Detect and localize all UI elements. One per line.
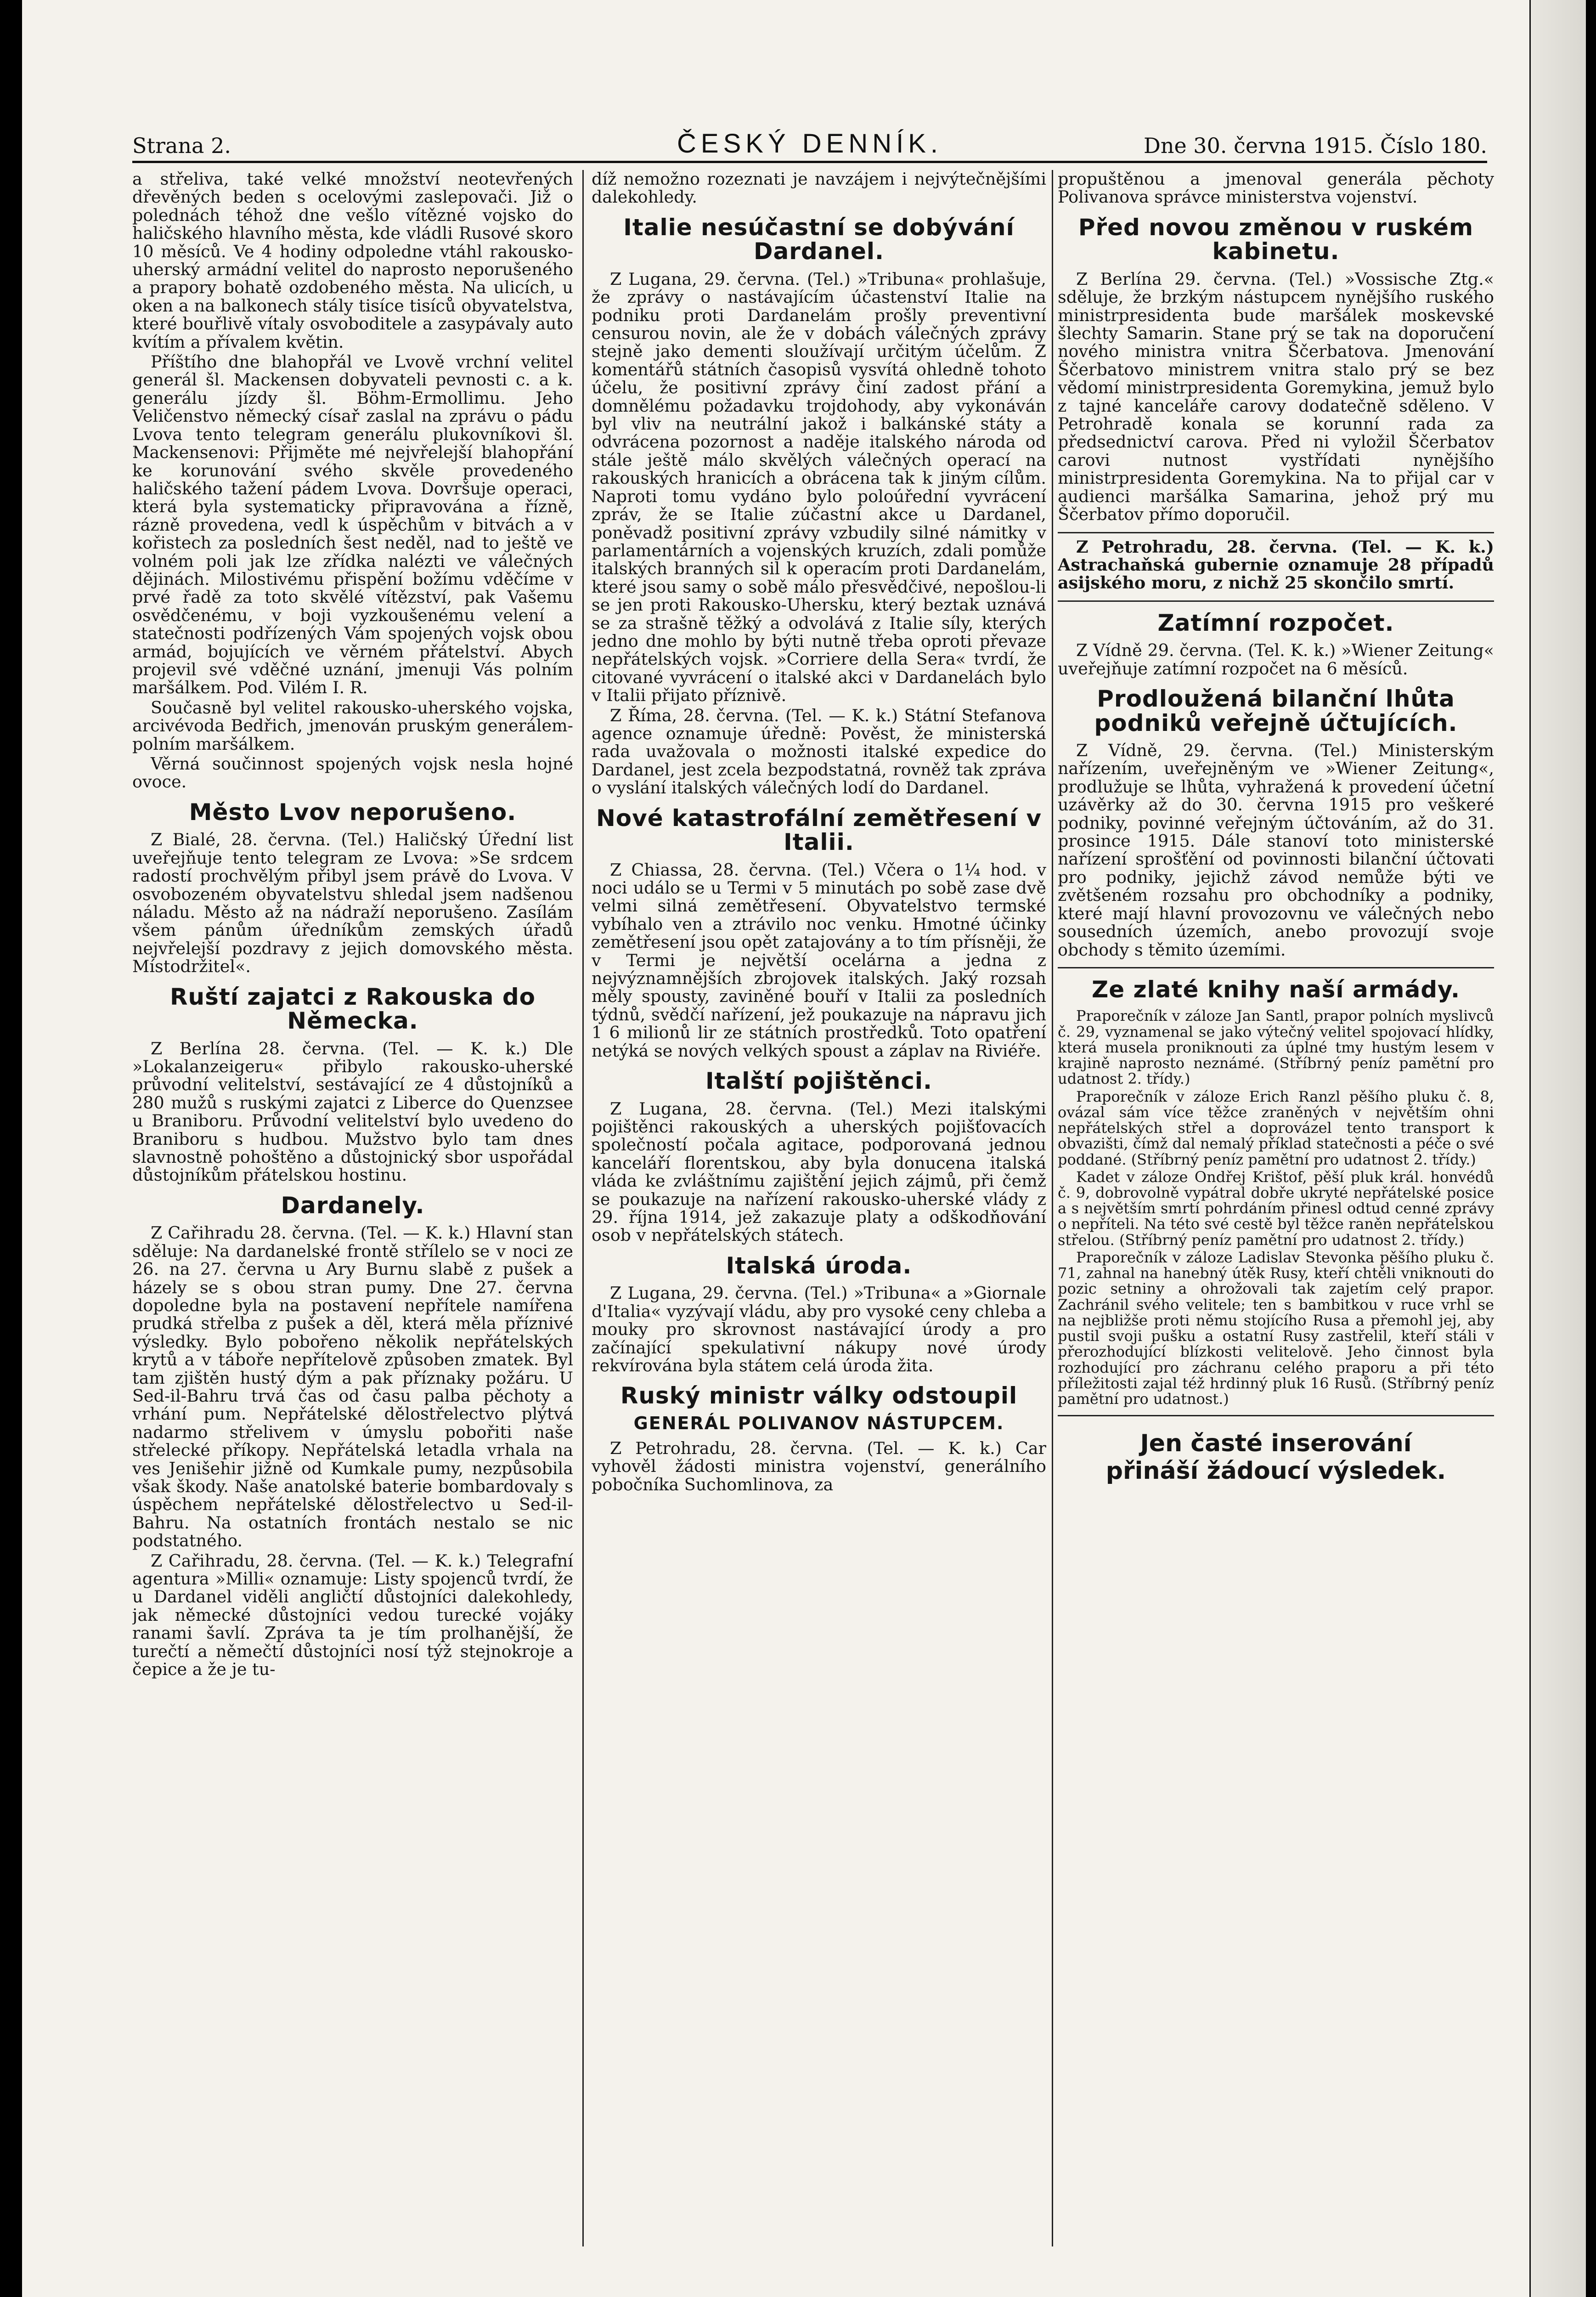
article-text: a střeliva, také velké množství neotevřených dřevěných beden s ocelovými zaslepovači. Již o polednách téhož dne vešlo vítězné vojsko do haličského hlavního města, kde vládli Rusové skoro 10 měsíců. Ve 4 hodiny odpoledne vtáhl rakousko-uherský armádní velitel do naprosto neporušeného a prapory bohatě ozdobeného města. Na ulicích, u oken a na balkonech stály tisíce tisíců obyvatelstva, které bouřlivě vítaly osvoboditele a zasypávaly auto kvítím a přívalem květin. (132, 170, 573, 352)
article-text: Z Petrohradu, 28. června. (Tel. — K. k.) Car vyhověl žádosti ministra vojenství, generálního pobočníka Suchomlinova, za (592, 1438, 1046, 1494)
divider (1058, 967, 1494, 968)
article-text: Současně byl velitel rakousko-uherského vojska, arcivévoda Bedřich, jmenován pruským generálem-polním maršálkem. (132, 697, 573, 754)
headline: Dardanely. (281, 1192, 425, 1219)
divider (1058, 1415, 1494, 1416)
headline: Italská úroda. (726, 1252, 912, 1279)
article-text: Z Vídně, 29. června. (Tel.) Ministerským nařízením, uveřejněným ve »Wiener Zeitung«, prodlužuje se lhůta, vyhražená k provedení účetní uzávěrky až do 30. června 1915 pro veškeré podniky, povinné veřejným účtováním, až do 31. prosince 1915. Dále stanoví toto ministerské nařízení sprošťění od povinnosti bilanční účtovati pro podniky, jejichž závod nemůže býti ve zvětšeném rozsahu pro obchodníky a podniky, které mají hlavní provozovnu ve válečných nebo sousedních územích, anebo provozují svoje obchody s těmito územími. (1058, 741, 1494, 960)
article-text: Z Lugana, 29. června. (Tel.) »Tribuna« prohlašuje, že zprávy o nastávajícím účastenství Italie na podniku proti Dardanelám prošly preventivní censurou novin, ale že v dobách válečných zprávy stejně jako dementi sloužívají určitým účelům. Z komentářů státních časopisů vysvítá ohledně tohoto účelu, že positivní zprávy činí zadost přání a domnělému požadavku trojdohody, aby vykonáván byl vliv na neutrální jakož i balkánské státy a odvrácena pozornost a naděje italského národa od stále ještě málo skvělých válečných operací na rakouských hranicích a obrácena tak k jiným cílům. Naproti tomu vydáno bylo poloúřední vyvrácení zpráv, že se Italie zúčastní akce u Dardanel, poněvadž positivní zprávy vzbudily silné námitky v parlamentárních a vojenských kruzích, zdali pomůže italských branných sil k operacím proti Dardanelám, které jsou samy o sobě málo přesvědčivé, nepošlou-li se jen proti Rakousko-Uhersku, který beztak uznává se za strašně těžký a odvolává z Italie síly, kterých jedno dne mohlo by býti nutně třeba oproti převaze nepřátelských vojsk. »Corriere della Sera« tvrdí, že citované vyvrácení o italské akci v Dardanelách bylo v Italii přijato příznivě. (592, 269, 1046, 706)
headline: Prodloužená bilanční lhůta podniků veřejně účtujících. (1094, 685, 1458, 736)
column-1 (132, 170, 573, 2246)
newspaper-page (22, 0, 1586, 2297)
article-text: Kadet v záloze Ondřej Krištof, pěší pluk král. honvédů č. 9, dobrovolně vypátral dobře ukryté nepřátelské posice a s největším smrtí pohrdáním přinesl odtud cenné zprávy o nepříteli. Na této své cestě byl těžce raněn nepřátelskou střelou. (Stříbrný peníz pamětní pro udatnost 2. třídy.) (1058, 1168, 1494, 1249)
masthead (132, 124, 1487, 163)
column-2 (592, 170, 1046, 2246)
article-text: propuštěnou a jmenoval generála pěchoty Polivanova správce ministerstva vojenství. (1058, 170, 1494, 207)
article-text: Z Lugana, 29. června. (Tel.) »Tribuna« a »Giornale d'Italia« vyzývají vládu, aby pro vysoké ceny chleba a mouky pro skrovnost nastávající úrody a pro začínající spekulativní nákupy nové úrody rekvírována byla státem celá úroda žita. (592, 1283, 1046, 1375)
headline: Ruští zajatci z Rakouska do Německa. (169, 983, 536, 1035)
article-text: díž nemožno rozeznati je navzájem i nejvýtečnějšími dalekohledy. (592, 170, 1046, 207)
advertisement (1058, 1430, 1494, 1485)
headline: Před novou změnou v ruském kabinetu. (1078, 214, 1474, 265)
article-text: Praporečník v záloze Erich Ranzl pěšího pluku č. 8, ovázal sám více těžce zraněných v největším ohni nepřátelských střel a doprovázel tento transport k obvazišti, čímž dal nemalý příklad statečnosti a péče o své poddané. (Stříbrný peníz pamětní pro udatnost 2. třídy.) (1058, 1087, 1494, 1168)
headline: Zatímní rozpočet. (1157, 609, 1394, 636)
article-text: Z Bialé, 28. června. (Tel.) Haličský Úřední list uveřejňuje tento telegram ze Lvova: »Se srdcem radostí prochvělým přibyl jsem právě do Lvova. V osvobozeném obyvatelstvu shledal jsem nadšenou náladu. Město až na nádraží neporušeno. Zasílám všem pánům úředníkům zemských úřadů nejvřelejší pozdravy z jejich domovského města. Místodržitel«. (132, 830, 573, 977)
article-text: Z Petrohradu, 28. června. (Tel. — K. k.) Astrachaňská gubernie oznamuje 28 případů asijského moru, z nichž 25 skončilo smrtí. (1058, 537, 1494, 593)
article-text: Příštího dne blahopřál ve Lvově vrchní velitel generál šl. Mackensen dobyvateli pevnosti c. a k. generálu jízdy šl. Böhm-Ermollimu. Jeho Veličenstvo německý císař zaslal na zprávu o pádu Lvova tento telegram generálu plukovníkovi šl. Mackensenovi: Přijměte mé nejvřelejší blahopřání ke korunování svého skvěle provedeného haličského tažení pádem Lvova. Dovršuje operaci, která byla systematicky připravována a řízně, rázně provedena, vedl k úspěchům v bitvách a v kořistech za posledních šest neděl, nad to ještě ve volném poli jak lze zřídka nalézti ve válečných dějinách. Milostivému přispění božímu vděčíme v prvé řadě za toto skvělé vítězství, pak Vašemu osvědčenému, v boji vyzkoušenému velení a statečnosti podřízených Vám spojených vojsk obou armád, bojujících ve věrném přátelství. Abych projevil své vděčné uznání, jmenuji Vás polním maršálkem. Pod. Vilém I. R. (132, 352, 573, 698)
headline: Nové katastrofální zemětřesení v Italii. (596, 804, 1042, 856)
article-text: Z Lugana, 28. června. (Tel.) Mezi italskými pojištěnci rakouských a uherských pojišťovacích společností počala agitace, podporovaná jednou kanceláří florentskou, aby byla donucena italská vláda ke zvláštnímu zajištění jejich zájmů, při čemž se poukazuje na nařízení rakousko-uherské vlády z 29. října 1914, jež zakazuje platy a odškodňování osob v nepřátelských státech. (592, 1098, 1046, 1245)
ad-line-1: Jen časté inserování (1140, 1430, 1412, 1458)
divider (1058, 600, 1494, 602)
ad-line-2: přináší žádoucí výsledek. (1105, 1457, 1446, 1485)
headline: Město Lvov neporušeno. (189, 798, 517, 826)
article-text: Z Chiassa, 28. června. (Tel.) Včera o 1¼ hod. v noci událo se u Termi v 5 minutách po sobě zase dvě velmi silná zemětřesení. Obyvatelstvo termské vybíhalo ven a ztrávilo noc venku. Hmotné účinky zemětřesení jsou opět zatajovány a to tím přísněji, že v Termi je největší ocelárna a jedna z nejvýznamnějších zbrojovek italských. Jaký rozsah měly spousty, zaviněné bouří v Italii za posledních týdnů, svědčí nařízení, jež poukazuje na nápravu jich 1 6 milionů lir ze státních prostředků. Toto opatření netýká se nových velkých spoust a záplav na Riviéře. (592, 860, 1046, 1061)
headline: Italie nesúčastní se dobývání Dardanel. (623, 214, 1015, 265)
article-text: Z Říma, 28. června. (Tel. — K. k.) Státní Stefanova agence oznamuje úředně: Pověst, že ministerská rada uvažovala o možnosti italské expedice do Dardanel, jest zcela bezpodstatná, rovněž tak zpráva o vyslání italských válečných lodí do Dardanel. (592, 705, 1046, 798)
page-number: Strana 2. (132, 133, 231, 158)
newspaper-title: ČESKÝ DENNÍK. (677, 129, 942, 158)
article-text: Věrná součinnost spojených vojsk nesla hojné ovoce. (132, 754, 573, 792)
article-text: Praporečník v záloze Ladislav Stevonka pěšího pluku č. 71, zahnal na hanebný útěk Rusy, kteří chtěli vniknouti do pozic setniny a ohrožovali tak zajetím celý prapor. Zachránil svého velitele; ten s bambitkou v ruce vrhl se na nejbližše proti němu stojícího Rusa a přemohl jej, aby pustil svoji pušku a ostatní Rusy zastřelil, kteří stáli v přerozhodující blízkosti velitelově. Jeho činnost byla rozhodující pro záchranu celého praporu a při této příležitosti zajal též hrdinný pluk 16 Rusů. (Stříbrný peníz pamětní pro udatnost.) (1058, 1248, 1494, 1408)
headline: Ze zlaté knihy naší armády. (1091, 976, 1461, 1003)
issue-date: Dne 30. června 1915. Číslo 180. (1143, 133, 1487, 158)
subheadline: GENERÁL POLIVANOV NÁSTUPCEM. (633, 1413, 1004, 1433)
article-text: Z Cařihradu, 28. června. (Tel. — K. k.) Telegrafní agentura »Milli« oznamuje: Listy spojenců tvrdí, že u Dardanel viděli angličtí důstojníci dalekohledy, jak německé důstojníci vedou turecké vojáky ranami šavlí. Zpráva ta je tím prolhanější, že turečtí a němečtí důstojníci nosí týž stejnokroje a čepice a že je tu- (132, 1550, 573, 1680)
column-rule (1052, 170, 1053, 2246)
article-text: Praporečník v záloze Jan Santl, prapor polních myslivců č. 29, vyznamenal se jako výtečný velitel spojovací hlídky, která musela proniknouti za úplné tmy hustým lesem v krajině naprosto neznámé. (Stříbrný peníz pamětní pro udatnost 2. třídy.) (1058, 1007, 1494, 1088)
adjacent-page-edge (1529, 0, 1586, 2297)
column-rule (582, 170, 584, 2246)
divider (1058, 532, 1494, 533)
article-text: Z Berlína 29. června. (Tel.) »Vossische Ztg.« sděluje, že brzkým nástupcem nynějšího ruského ministrpresidenta bude maršálek moskevské šlechty Samarin. Stane prý se tak na doporučení nového ministra vnitra Ščerbatova. Jmenování Ščerbatovo ministrem vnitra stalo prý se bez vědomí ministrpresidenta Goremykina, jemuž bylo z tajné kanceláře carovy dodatečně sděleno. V Petrohradě konala se korunní rada za předsednictví carova. Před ni vyložil Ščerbatov carovi nutnost vystřídati nynějšího ministrpresidenta Goremykina. Na to přijal car v audienci maršálka Samarina, jehož prý mu Ščerbatov přímo doporučil. (1058, 269, 1494, 525)
column-3 (1058, 170, 1494, 2246)
article-text: Z Cařihradu 28. června. (Tel. — K. k.) Hlavní stan sděluje: Na dardanelské frontě střílelo se v noci ze 26. na 27. června u Ary Burnu slabě z pušek a házely se s obou stran pumy. Dne 27. června dopoledne byla na postavení nepřítele namířena prudká střelba z pušek a děl, která měla příznivé výsledky. Bylo pobořeno několik nepřátelských krytů a v táboře nepřítelově způsoben zmatek. Byl tam zjištěn hustý dým a pak příznaky požáru. U Sed-il-Bahru trvá čas od času palba pěchoty a vrhání pum. Nepřátelské dělostřelectvo plýtvá nadarmo střelivem v úmyslu pobořiti naše střelecké příkopy. Nepřátelská letadla vrhala na ves Jenišehir jižně od Kumkale pumy, nezpůsobila však škody. Naše anatolské baterie bombardovaly s úspěchem nepřátelské dělostřelectvo u Sed-il-Bahru. Na ostatních frontách nestalo se nic podstatného. (132, 1223, 573, 1551)
article-text: Z Vídně 29. června. (Tel. K. k.) »Wiener Zeitung« uveřejňuje zatímní rozpočet na 6 měsíců. (1058, 640, 1494, 679)
headline: Italští pojištěnci. (705, 1068, 932, 1095)
article-text: Z Berlína 28. června. (Tel. — K. k.) Dle »Lokalanzeigeru« přibylo rakousko-uherské průvodní velitelství, sestávající ze 4 důstojníků a 280 mužů s ruskými zajatci z Liberce do Quenzsee u Braniboru. Průvodní velitelství bylo uvedeno do Braniboru s hudbou. Mužstvo bylo tam dnes slavnostně pohoštěno a důstojnický sbor uspořádal důstojníkům přátelskou hostinu. (132, 1038, 573, 1185)
headline: Ruský ministr války odstoupil (620, 1382, 1018, 1409)
